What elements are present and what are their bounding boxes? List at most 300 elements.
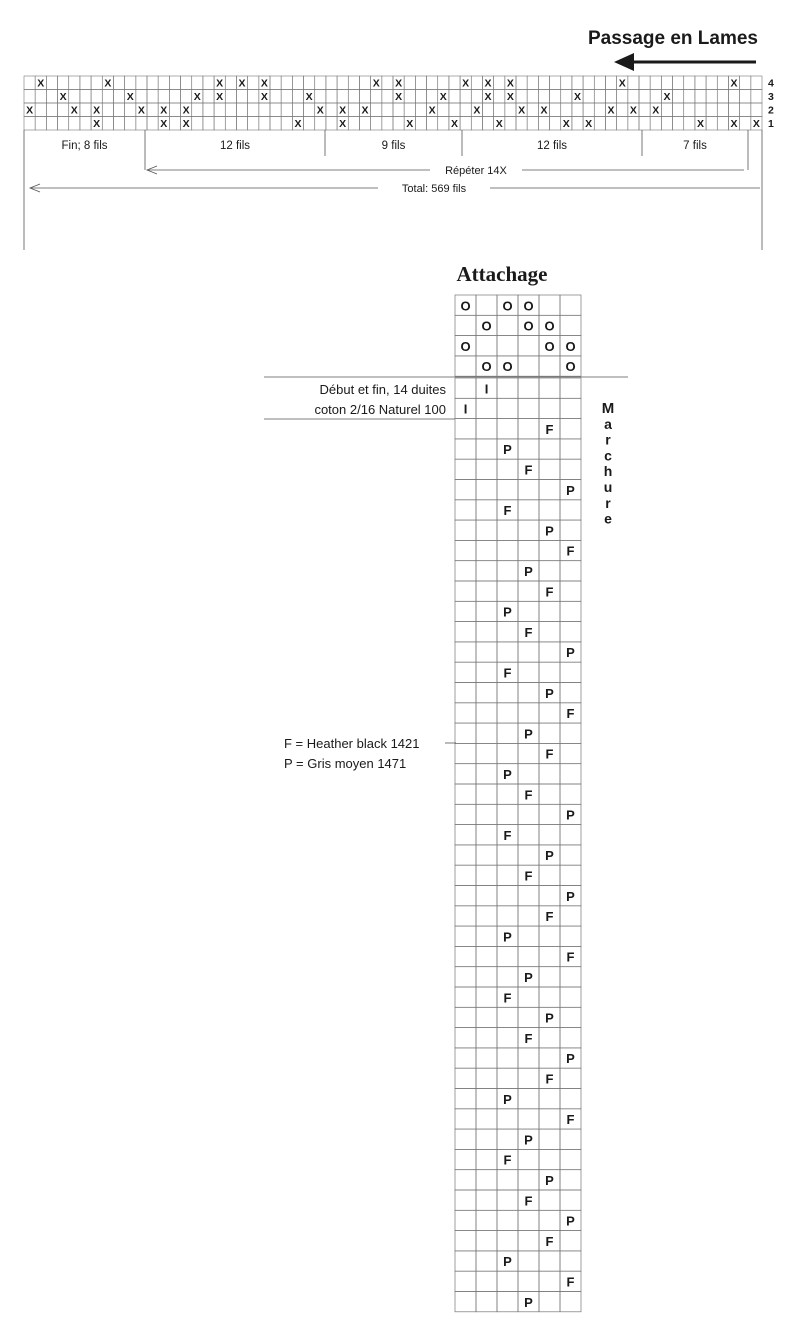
- treadling-mark: F: [545, 1233, 554, 1249]
- tieup-cell: [476, 295, 497, 315]
- treadling-cell: [497, 1190, 518, 1210]
- treadling-mark: F: [566, 949, 575, 965]
- threading-mark: X: [104, 77, 112, 90]
- threading-cell: [371, 117, 382, 131]
- threading-cell: [404, 76, 415, 90]
- treadling-cell: [518, 1048, 539, 1068]
- threading-cell: [438, 117, 449, 131]
- threading-cell: [24, 76, 35, 90]
- treadling-cell: [539, 540, 560, 560]
- threading-cell: [684, 90, 695, 104]
- shaft-label: 2: [768, 104, 774, 117]
- threading-mark: X: [540, 104, 548, 117]
- treadling-cell: [539, 601, 560, 621]
- threading-cell: [236, 117, 247, 131]
- tieup-grid: [455, 295, 581, 376]
- treadling-cell: [560, 439, 581, 459]
- threading-cell: [449, 76, 460, 90]
- threading-cell: [46, 103, 57, 117]
- border-note-line2: coton 2/16 Naturel 100: [314, 402, 446, 417]
- treadling-cell: [476, 459, 497, 479]
- treadling-cell: [560, 662, 581, 682]
- treadling-mark: F: [503, 1152, 512, 1168]
- treadling-cell: [455, 967, 476, 987]
- treadling-cell: [497, 520, 518, 540]
- threading-cell: [315, 117, 326, 131]
- treadling-cell: [455, 1129, 476, 1149]
- treadling-cell: [476, 723, 497, 743]
- treadling-cell: [476, 1170, 497, 1190]
- treadling-cell: [455, 723, 476, 743]
- treadling-cell: [497, 1109, 518, 1129]
- threading-cell: [527, 76, 538, 90]
- treadling-mark: F: [524, 624, 533, 640]
- treadling-mark: F: [503, 827, 512, 843]
- threading-cell: [706, 76, 717, 90]
- treadling-cell: [455, 439, 476, 459]
- threading-cell: [359, 90, 370, 104]
- threading-mark: X: [137, 104, 145, 117]
- treadling-cell: [560, 743, 581, 763]
- threading-cell: [270, 90, 281, 104]
- treadling-cell: [518, 1210, 539, 1230]
- threading-cell: [35, 103, 46, 117]
- threading-cell: [203, 117, 214, 131]
- threading-cell: [58, 103, 69, 117]
- treadling-cell: [518, 1068, 539, 1088]
- treadling-cell: [476, 987, 497, 1007]
- threading-cell: [393, 117, 404, 131]
- threading-cell: [169, 103, 180, 117]
- threading-cell: [69, 76, 80, 90]
- treadling-mark: P: [566, 888, 575, 904]
- treadling-cell: [497, 642, 518, 662]
- treadling-cell: [539, 459, 560, 479]
- treadling-cell: [560, 601, 581, 621]
- treadling-mark: P: [566, 482, 575, 498]
- threading-cell: [136, 76, 147, 90]
- treadling-cell: [497, 967, 518, 987]
- treadling-mark: F: [566, 1274, 575, 1290]
- treadling-cell: [455, 561, 476, 581]
- tieup-mark: O: [460, 338, 471, 354]
- threading-cell: [650, 117, 661, 131]
- threading-cell: [494, 103, 505, 117]
- treadling-cell: [560, 419, 581, 439]
- threading-cell: [505, 103, 516, 117]
- threading-cell: [449, 103, 460, 117]
- treadling-cell: [476, 1149, 497, 1169]
- threading-mark: X: [339, 104, 347, 117]
- treadling-cell: [518, 500, 539, 520]
- threading-cell: [69, 90, 80, 104]
- treadling-cell: [497, 480, 518, 500]
- threading-mark: X: [216, 77, 224, 90]
- threading-cell: [695, 90, 706, 104]
- threading-cell: [225, 76, 236, 90]
- treadling-cell: [455, 581, 476, 601]
- threading-cell: [169, 90, 180, 104]
- threading-mark: X: [395, 77, 403, 90]
- treadling-mark: P: [524, 1132, 533, 1148]
- threading-cell: [438, 76, 449, 90]
- treadling-cell: [497, 1231, 518, 1251]
- threading-cell: [371, 103, 382, 117]
- treadling-cell: [518, 825, 539, 845]
- threading-cell: [225, 103, 236, 117]
- shaft-label: 4: [768, 77, 774, 90]
- threading-cell: [415, 76, 426, 90]
- treadling-cell: [560, 1251, 581, 1271]
- treadling-cell: [497, 540, 518, 560]
- treadling-cell: [476, 784, 497, 804]
- side-label-letter: a: [604, 415, 612, 432]
- treadling-cell: [455, 1271, 476, 1291]
- threading-cell: [192, 103, 203, 117]
- threading-cell: [673, 90, 684, 104]
- treadling-mark: F: [545, 1071, 554, 1087]
- treadling-cell: [518, 642, 539, 662]
- threading-cell: [248, 90, 259, 104]
- threading-cell: [594, 103, 605, 117]
- threading-cell: [673, 76, 684, 90]
- threading-mark: X: [573, 90, 582, 103]
- treadling-cell: [560, 1190, 581, 1210]
- treadling-cell: [497, 1210, 518, 1230]
- treadling-cell: [455, 1028, 476, 1048]
- section-label: 7 fils: [683, 140, 707, 152]
- threading-cell: [639, 117, 650, 131]
- treadling-cell: [455, 1210, 476, 1230]
- repeat-label: Répéter 14X: [445, 165, 507, 177]
- threading-cell: [471, 117, 482, 131]
- threading-cell: [147, 117, 158, 131]
- section-label: 9 fils: [381, 140, 406, 152]
- section-label: 12 fils: [219, 140, 251, 152]
- threading-cell: [661, 103, 672, 117]
- treadling-cell: [560, 926, 581, 946]
- threading-arrow: [614, 53, 756, 71]
- threading-cell: [281, 76, 292, 90]
- threading-mark: X: [518, 104, 526, 117]
- threading-cell: [527, 117, 538, 131]
- treadling-cell: [476, 1231, 497, 1251]
- threading-mark: X: [663, 90, 671, 103]
- threading-cell: [415, 117, 426, 131]
- threading-cell: [147, 76, 158, 90]
- threading-cell: [639, 103, 650, 117]
- threading-cell: [527, 103, 538, 117]
- threading-cell: [203, 103, 214, 117]
- treadling-cell: [476, 581, 497, 601]
- treadling-cell: [455, 662, 476, 682]
- threading-mark: X: [439, 90, 447, 103]
- threading-cell: [359, 76, 370, 90]
- threading-cell: [382, 90, 393, 104]
- treadling-cell: [476, 804, 497, 824]
- threading-cell: [471, 76, 482, 90]
- threading-mark: X: [93, 117, 101, 130]
- threading-cell: [706, 90, 717, 104]
- threading-cell: [80, 103, 91, 117]
- threading-mark: X: [182, 117, 190, 130]
- threading-cell: [136, 117, 147, 131]
- treadling-cell: [455, 378, 476, 398]
- treadling-cell: [539, 784, 560, 804]
- threading-cell: [415, 103, 426, 117]
- treadling-cell: [497, 398, 518, 418]
- treadling-cell: [455, 622, 476, 642]
- treadling-cell: [560, 1292, 581, 1312]
- treadling-cell: [497, 1028, 518, 1048]
- treadling-cell: [497, 561, 518, 581]
- tieup-title: Attachage: [456, 262, 548, 286]
- treadling-mark: F: [566, 1112, 575, 1128]
- treadling-mark: F: [524, 462, 533, 478]
- side-label-letter: c: [604, 447, 612, 464]
- treadling-cell: [539, 1271, 560, 1291]
- treadling-cell: [476, 1007, 497, 1027]
- side-label-letter: h: [603, 463, 613, 480]
- threading-cell: [315, 90, 326, 104]
- threading-cell: [292, 76, 303, 90]
- threading-cell: [449, 90, 460, 104]
- threading-cell: [538, 76, 549, 90]
- treadling-cell: [455, 1048, 476, 1068]
- threading-cell: [494, 90, 505, 104]
- threading-cell: [482, 103, 493, 117]
- threading-cell: [639, 90, 650, 104]
- treadling-cell: [476, 886, 497, 906]
- side-label-letter: M: [601, 400, 615, 417]
- treadling-cell: [455, 520, 476, 540]
- treadling-cell: [560, 764, 581, 784]
- tieup-mark: O: [565, 359, 576, 375]
- treadling-cell: [476, 906, 497, 926]
- treadling-cell: [539, 1190, 560, 1210]
- treadling-cell: [476, 845, 497, 865]
- threading-cell: [326, 90, 337, 104]
- threading-cell: [728, 103, 739, 117]
- treadling-cell: [518, 804, 539, 824]
- treadling-cell: [560, 1170, 581, 1190]
- treadling-cell: [476, 1292, 497, 1312]
- treadling-cell: [476, 642, 497, 662]
- threading-mark: X: [160, 104, 168, 117]
- threading-cell: [46, 117, 57, 131]
- treadling-cell: [455, 825, 476, 845]
- treadling-cell: [455, 683, 476, 703]
- treadling-mark: P: [503, 929, 512, 945]
- total-label: Total: 569 fils: [401, 183, 467, 195]
- threading-cell: [35, 117, 46, 131]
- threading-cell: [203, 90, 214, 104]
- treadling-cell: [455, 764, 476, 784]
- treadling-cell: [539, 398, 560, 418]
- threading-cell: [628, 90, 639, 104]
- threading-cell: [270, 103, 281, 117]
- shaft-label: 1: [768, 118, 774, 130]
- treadling-cell: [455, 906, 476, 926]
- tieup-mark: O: [502, 359, 513, 375]
- threading-cell: [326, 103, 337, 117]
- threading-cell: [583, 76, 594, 90]
- threading-mark: X: [70, 104, 78, 117]
- treadling-cell: [455, 480, 476, 500]
- threading-shaft-labels: [768, 78, 774, 131]
- threading-mark: X: [506, 90, 514, 103]
- threading-mark: X: [462, 77, 470, 90]
- tieup-cell: [518, 356, 539, 376]
- treadling-mark: P: [566, 1213, 575, 1229]
- treadling-cell: [539, 886, 560, 906]
- threading-cell: [494, 76, 505, 90]
- treadling-cell: [539, 946, 560, 966]
- threading-cell: [516, 117, 527, 131]
- treadling-cell: [560, 561, 581, 581]
- treadling-cell: [518, 683, 539, 703]
- threading-mark: X: [484, 90, 492, 103]
- threading-cell: [740, 76, 751, 90]
- threading-cell: [427, 76, 438, 90]
- threading-cell: [751, 90, 762, 104]
- threading-cell: [304, 117, 315, 131]
- threading-cell: [617, 90, 628, 104]
- treadling-mark: F: [545, 909, 554, 925]
- threading-mark: X: [696, 117, 705, 130]
- treadling-mark: P: [524, 970, 533, 985]
- treadling-cell: [455, 419, 476, 439]
- section-label: Fin; 8 fils: [61, 140, 108, 152]
- treadling-cell: [497, 946, 518, 966]
- threading-mark: X: [361, 104, 369, 117]
- threading-cell: [415, 90, 426, 104]
- threading-cell: [583, 90, 594, 104]
- threading-cell: [91, 90, 102, 104]
- threading-cell: [248, 76, 259, 90]
- threading-cell: [639, 76, 650, 90]
- treadling-cell: [539, 1210, 560, 1230]
- treadling-cell: [560, 825, 581, 845]
- threading-cell: [326, 117, 337, 131]
- threading-cell: [684, 103, 695, 117]
- threading-mark: X: [294, 117, 302, 130]
- threading-mark: X: [730, 117, 738, 130]
- threading-cell: [382, 117, 393, 131]
- treadling-cell: [539, 967, 560, 987]
- threading-cell: [728, 90, 739, 104]
- treadling-cell: [497, 459, 518, 479]
- treadling-cell: [497, 804, 518, 824]
- treadling-cell: [476, 1048, 497, 1068]
- treadling-cell: [560, 581, 581, 601]
- threading-cell: [236, 103, 247, 117]
- side-label-letter: u: [603, 479, 613, 495]
- threading-cell: [594, 90, 605, 104]
- treadling-cell: [539, 378, 560, 398]
- treadling-cell: [476, 764, 497, 784]
- threading-cell: [505, 117, 516, 131]
- treadling-cell: [497, 906, 518, 926]
- treadling-cell: [518, 886, 539, 906]
- treadling-mark: F: [524, 787, 533, 803]
- threading-mark: X: [484, 77, 492, 90]
- threading-cell: [471, 90, 482, 104]
- treadling-mark: I: [463, 401, 468, 417]
- threading-cell: [214, 117, 225, 131]
- threading-cell: [550, 103, 561, 117]
- treadling-cell: [497, 1129, 518, 1149]
- treadling-cell: [476, 703, 497, 723]
- threading-mark: X: [59, 90, 67, 103]
- threading-cell: [181, 90, 192, 104]
- treadling-cell: [497, 1048, 518, 1068]
- threading-cell: [605, 76, 616, 90]
- threading-cell: [404, 103, 415, 117]
- tieup-cell: [560, 295, 581, 315]
- treadling-cell: [476, 926, 497, 946]
- treadling-cell: [476, 439, 497, 459]
- treadling-cell: [518, 378, 539, 398]
- tieup-mark: O: [481, 318, 492, 334]
- treadling-cell: [560, 865, 581, 885]
- treadling-mark: P: [503, 442, 512, 458]
- treadling-cell: [518, 987, 539, 1007]
- treadling-mark: P: [524, 726, 533, 742]
- threading-cell: [751, 76, 762, 90]
- treadling-cell: [560, 378, 581, 398]
- treadling-cell: [518, 764, 539, 784]
- treadling-cell: [539, 1028, 560, 1048]
- treadling-cell: [518, 845, 539, 865]
- treadling-cell: [560, 1007, 581, 1027]
- treadling-cell: [455, 845, 476, 865]
- threading-cell: [169, 117, 180, 131]
- treadling-cell: [518, 906, 539, 926]
- threading-cell: [91, 76, 102, 90]
- threading-mark: X: [752, 117, 760, 130]
- treadling-mark: I: [484, 381, 489, 397]
- treadling-cell: [497, 622, 518, 642]
- threading-cell: [617, 103, 628, 117]
- tieup-mark: O: [502, 298, 513, 314]
- threading-cell: [80, 76, 91, 90]
- threading-cell: [348, 90, 359, 104]
- threading-mark: X: [260, 77, 268, 90]
- treadling-cell: [518, 601, 539, 621]
- threading-cell: [460, 117, 471, 131]
- treadling-mark: F: [545, 584, 554, 600]
- tieup-cell: [560, 315, 581, 335]
- threading-cell: [650, 90, 661, 104]
- tieup-mark: O: [523, 318, 534, 334]
- threading-cell: [359, 117, 370, 131]
- treadling-mark: F: [503, 503, 512, 519]
- legend: [284, 736, 456, 771]
- threading-cell: [460, 103, 471, 117]
- threading-cell: [125, 76, 136, 90]
- treadling-cell: [539, 865, 560, 885]
- threading-cell: [348, 117, 359, 131]
- treadling-cell: [560, 1129, 581, 1149]
- threading-cell: [169, 76, 180, 90]
- total-indicator: [30, 183, 760, 195]
- treadling-cell: [476, 1028, 497, 1048]
- threading-cell: [594, 117, 605, 131]
- threading-cell: [348, 103, 359, 117]
- threading-mark: X: [339, 117, 347, 130]
- treadling-cell: [455, 743, 476, 763]
